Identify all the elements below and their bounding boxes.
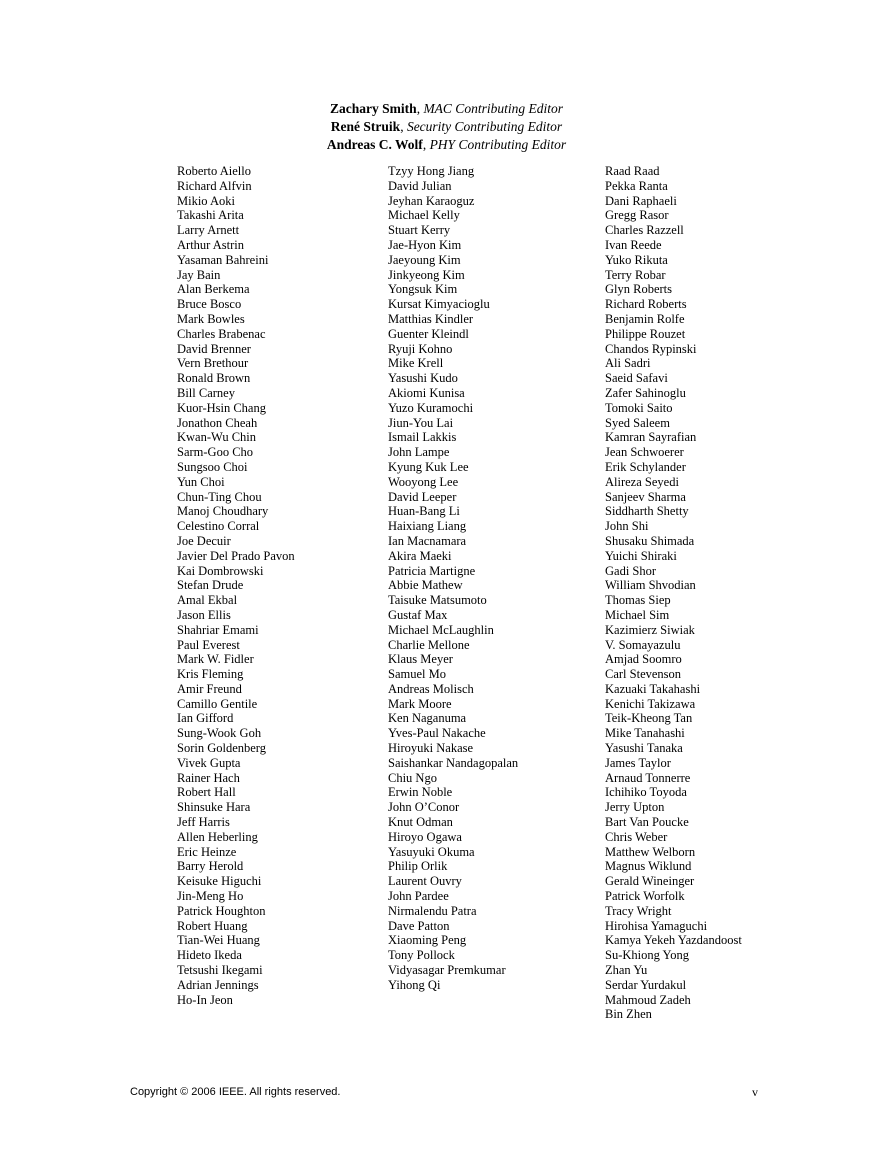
member-name: Yun Choi (177, 474, 225, 489)
member-name: Akira Maeki (388, 548, 452, 563)
member-name: Robert Huang (177, 918, 248, 933)
member-name: Kuor-Hsin Chang (177, 400, 266, 415)
member-name: Samuel Mo (388, 667, 446, 682)
member-name: Alan Berkema (177, 282, 250, 297)
member-name: Erik Schylander (605, 459, 686, 474)
member-name: Bin Zhen (605, 1007, 652, 1022)
member-name: Bart Van Poucke (605, 815, 689, 830)
member-name: Carl Stevenson (605, 667, 682, 682)
member-name: Larry Arnett (177, 223, 240, 238)
member-name: Chiu Ngo (388, 770, 437, 785)
member-name: Zhan Yu (605, 963, 648, 978)
member-name: John Lampe (388, 445, 450, 460)
member-name: Laurent Ouvry (388, 874, 462, 889)
member-name: Vivek Gupta (177, 755, 241, 770)
member-name: Sungsoo Choi (177, 459, 248, 474)
member-name: Charlie Mellone (388, 637, 470, 652)
member-name: Kazuaki Takahashi (605, 681, 701, 696)
member-name: Terry Robar (605, 267, 666, 282)
member-name: V. Somayazulu (605, 637, 681, 652)
member-name: Yasaman Bahreini (177, 252, 269, 267)
member-name: Joe Decuir (177, 533, 231, 548)
member-name: Serdar Yurdakul (605, 977, 687, 992)
copyright-notice: Copyright © 2006 IEEE. All rights reserved. (130, 1086, 341, 1098)
member-name: Shinsuke Hara (177, 800, 251, 815)
member-name: Allen Heberling (177, 829, 258, 844)
member-name: Mark Bowles (177, 311, 245, 326)
member-name: Knut Odman (388, 815, 453, 830)
member-name: Hiroyo Ogawa (388, 829, 462, 844)
member-name: Ho-In Jeon (177, 992, 233, 1007)
member-name: Ken Naganuma (388, 711, 467, 726)
member-name: Eric Heinze (177, 844, 237, 859)
member-name: Abbie Mathew (388, 578, 463, 593)
member-name: Michael McLaughlin (388, 622, 494, 637)
member-name: Ronald Brown (177, 371, 251, 386)
editors-block (0, 100, 893, 154)
editor-name: Zachary Smith (330, 101, 417, 116)
member-name: Kamran Sayrafian (605, 430, 697, 445)
editor-name: René Struik (330, 119, 401, 134)
member-name: Magnus Wiklund (605, 859, 692, 874)
member-name: Alireza Seyedi (605, 474, 679, 489)
member-name: Jeff Harris (177, 815, 230, 830)
member-name: Matthias Kindler (388, 311, 474, 326)
member-name: Erwin Noble (388, 785, 453, 800)
member-name: Tzyy Hong Jiang (388, 164, 475, 178)
member-name: Jason Ellis (177, 607, 231, 622)
member-name: Keisuke Higuchi (177, 874, 262, 889)
member-name: Kazimierz Siwiak (605, 622, 695, 637)
member-name: Hideto Ikeda (177, 948, 242, 963)
member-name: Jinkyeong Kim (388, 267, 465, 282)
member-name: Ian Macnamara (388, 533, 467, 548)
member-name: David Julian (388, 178, 452, 193)
member-name: Gerald Wineinger (605, 874, 695, 889)
member-name: Benjamin Rolfe (605, 311, 685, 326)
member-name: Bruce Bosco (177, 297, 242, 312)
member-name: Philip Orlik (388, 859, 448, 874)
member-name: Stefan Drude (177, 578, 244, 593)
member-name: Jiun-You Lai (388, 415, 454, 430)
member-name: Taisuke Matsumoto (388, 593, 487, 608)
member-name: Yasushi Kudo (388, 371, 458, 386)
member-name: John O’Conor (388, 800, 460, 815)
member-name: Ian Gifford (177, 711, 234, 726)
member-name: Javier Del Prado Pavon (177, 548, 295, 563)
member-name: Sarm-Goo Cho (177, 445, 254, 460)
member-name: Vidyasagar Premkumar (388, 963, 506, 978)
member-name: Kwan-Wu Chin (177, 430, 256, 445)
member-name: Yuko Rikuta (605, 252, 668, 267)
member-name: Arnaud Tonnerre (605, 770, 691, 785)
member-name: Dave Patton (388, 918, 450, 933)
member-name: John Shi (605, 519, 649, 534)
member-name: Mahmoud Zadeh (605, 992, 691, 1007)
member-name: Hiroyuki Nakase (388, 741, 474, 756)
member-name: Tracy Wright (605, 903, 672, 918)
member-column-1 (177, 164, 295, 1007)
member-name: Sanjeev Sharma (605, 489, 686, 504)
member-name: Sung-Wook Goh (177, 726, 262, 741)
editor-role: MAC Contributing Editor (423, 101, 563, 116)
member-name: Thomas Siep (605, 593, 671, 608)
member-name: Hirohisa Yamaguchi (605, 918, 708, 933)
member-name: Michael Kelly (388, 208, 460, 223)
member-name: Jae-Hyon Kim (388, 237, 462, 252)
member-name: David Leeper (388, 489, 457, 504)
member-name: Chun-Ting Chou (177, 489, 262, 504)
member-name: Patrick Worfolk (605, 889, 685, 904)
member-name: Tomoki Saito (605, 400, 673, 415)
member-name: Roberto Aiello (177, 164, 251, 178)
member-name: Kursat Kimyacioglu (388, 297, 490, 312)
member-name: Mikio Aoki (177, 193, 235, 208)
member-name: Pekka Ranta (605, 178, 668, 193)
member-name: Tetsushi Ikegami (177, 963, 263, 978)
member-name: Arthur Astrin (177, 237, 245, 252)
member-column-3 (605, 164, 742, 1022)
page-number: v (752, 1085, 758, 1099)
member-name: Mike Krell (388, 356, 444, 371)
editor-line: René Struik, Security Contributing Editor (330, 119, 563, 134)
member-name: Gustaf Max (388, 607, 448, 622)
member-name: Andreas Molisch (388, 681, 474, 696)
member-name: Jerry Upton (605, 800, 665, 815)
editor-name: Andreas C. Wolf (326, 137, 423, 152)
member-name: Vern Brethour (177, 356, 249, 371)
member-name: Shahriar Emami (177, 622, 259, 637)
member-name: Teik-Kheong Tan (605, 711, 693, 726)
member-name: Guenter Kleindl (388, 326, 469, 341)
member-name: Zafer Sahinoglu (605, 385, 686, 400)
member-name: Saishankar Nandagopalan (388, 755, 519, 770)
member-column-2 (388, 164, 518, 993)
member-name: Barry Herold (177, 859, 244, 874)
member-name: Chandos Rypinski (605, 341, 697, 356)
member-name: Sorin Goldenberg (177, 741, 266, 756)
member-name: Xiaoming Peng (388, 933, 467, 948)
member-name: Paul Everest (177, 637, 240, 652)
member-name: Charles Razzell (605, 223, 684, 238)
member-name: Ivan Reede (605, 237, 662, 252)
member-name: Amjad Soomro (605, 652, 682, 667)
member-name: Bill Carney (177, 385, 235, 400)
member-name: Gregg Rasor (605, 208, 669, 223)
member-name: Haixiang Liang (388, 519, 467, 534)
member-name: Jay Bain (177, 267, 221, 282)
member-name: Yves-Paul Nakache (388, 726, 486, 741)
member-name: Matthew Welborn (605, 844, 696, 859)
editor-role: Security Contributing Editor (406, 119, 563, 134)
member-name: Nirmalendu Patra (388, 903, 477, 918)
member-name: Yuichi Shiraki (605, 548, 677, 563)
member-name: Raad Raad (605, 164, 660, 178)
member-name: Adrian Jennings (177, 977, 259, 992)
member-name: Jean Schwoerer (605, 445, 684, 460)
member-name: Klaus Meyer (388, 652, 453, 667)
member-name: Celestino Corral (177, 519, 260, 534)
member-name: Gadi Shor (605, 563, 657, 578)
member-name: Kris Fleming (177, 667, 244, 682)
member-name: Amir Freund (177, 681, 242, 696)
member-name: Robert Hall (177, 785, 236, 800)
member-name: Stuart Kerry (388, 223, 451, 238)
member-name: Wooyong Lee (388, 474, 459, 489)
member-name: Shusaku Shimada (605, 533, 695, 548)
member-name: Richard Roberts (605, 297, 687, 312)
member-name: Ryuji Kohno (388, 341, 453, 356)
member-name: Tian-Wei Huang (177, 933, 260, 948)
member-name: Akiomi Kunisa (388, 385, 465, 400)
member-name: William Shvodian (605, 578, 696, 593)
member-name: Mark W. Fidler (177, 652, 254, 667)
member-name: Philippe Rouzet (605, 326, 686, 341)
member-name: Ali Sadri (605, 356, 651, 371)
member-name: Michael Sim (605, 607, 670, 622)
member-name: Rainer Hach (177, 770, 240, 785)
member-name: John Pardee (388, 889, 449, 904)
member-name: Manoj Choudhary (177, 504, 269, 519)
member-name: Huan-Bang Li (388, 504, 460, 519)
member-name: Yuzo Kuramochi (388, 400, 474, 415)
member-name: Patrick Houghton (177, 903, 266, 918)
member-name: James Taylor (605, 755, 671, 770)
member-name: David Brenner (177, 341, 251, 356)
member-name: Jin-Meng Ho (177, 889, 244, 904)
member-name: Amal Ekbal (177, 593, 238, 608)
member-name: Richard Alfvin (177, 178, 252, 193)
member-name: Mike Tanahashi (605, 726, 685, 741)
member-name: Kai Dombrowski (177, 563, 264, 578)
editor-line: Andreas C. Wolf, PHY Contributing Editor (326, 137, 567, 152)
member-name: Tony Pollock (388, 948, 455, 963)
member-name: Mark Moore (388, 696, 452, 711)
member-name: Yasuyuki Okuma (388, 844, 475, 859)
member-name: Yongsuk Kim (388, 282, 458, 297)
member-name: Glyn Roberts (605, 282, 673, 297)
member-name: Jaeyoung Kim (388, 252, 461, 267)
member-name: Su-Khiong Yong (605, 948, 690, 963)
member-name: Charles Brabenac (177, 326, 266, 341)
member-name: Dani Raphaeli (605, 193, 677, 208)
member-name: Siddharth Shetty (605, 504, 689, 519)
member-name: Takashi Arita (177, 208, 244, 223)
editor-line: Zachary Smith, MAC Contributing Editor (330, 101, 563, 116)
member-name: Yihong Qi (388, 977, 441, 992)
member-name: Ismail Lakkis (388, 430, 457, 445)
editor-role: PHY Contributing Editor (429, 137, 567, 152)
member-name: Patricia Martigne (388, 563, 476, 578)
member-name: Jonathon Cheah (177, 415, 258, 430)
member-name: Camillo Gentile (177, 696, 258, 711)
member-name: Chris Weber (605, 829, 668, 844)
member-name: Yasushi Tanaka (605, 741, 683, 756)
member-name: Saeid Safavi (605, 371, 668, 386)
member-name: Kamya Yekeh Yazdandoost (605, 933, 742, 948)
member-name: Jeyhan Karaoguz (388, 193, 475, 208)
member-name: Kenichi Takizawa (605, 696, 696, 711)
member-name: Ichihiko Toyoda (605, 785, 687, 800)
member-name: Kyung Kuk Lee (388, 459, 469, 474)
member-name: Syed Saleem (605, 415, 670, 430)
